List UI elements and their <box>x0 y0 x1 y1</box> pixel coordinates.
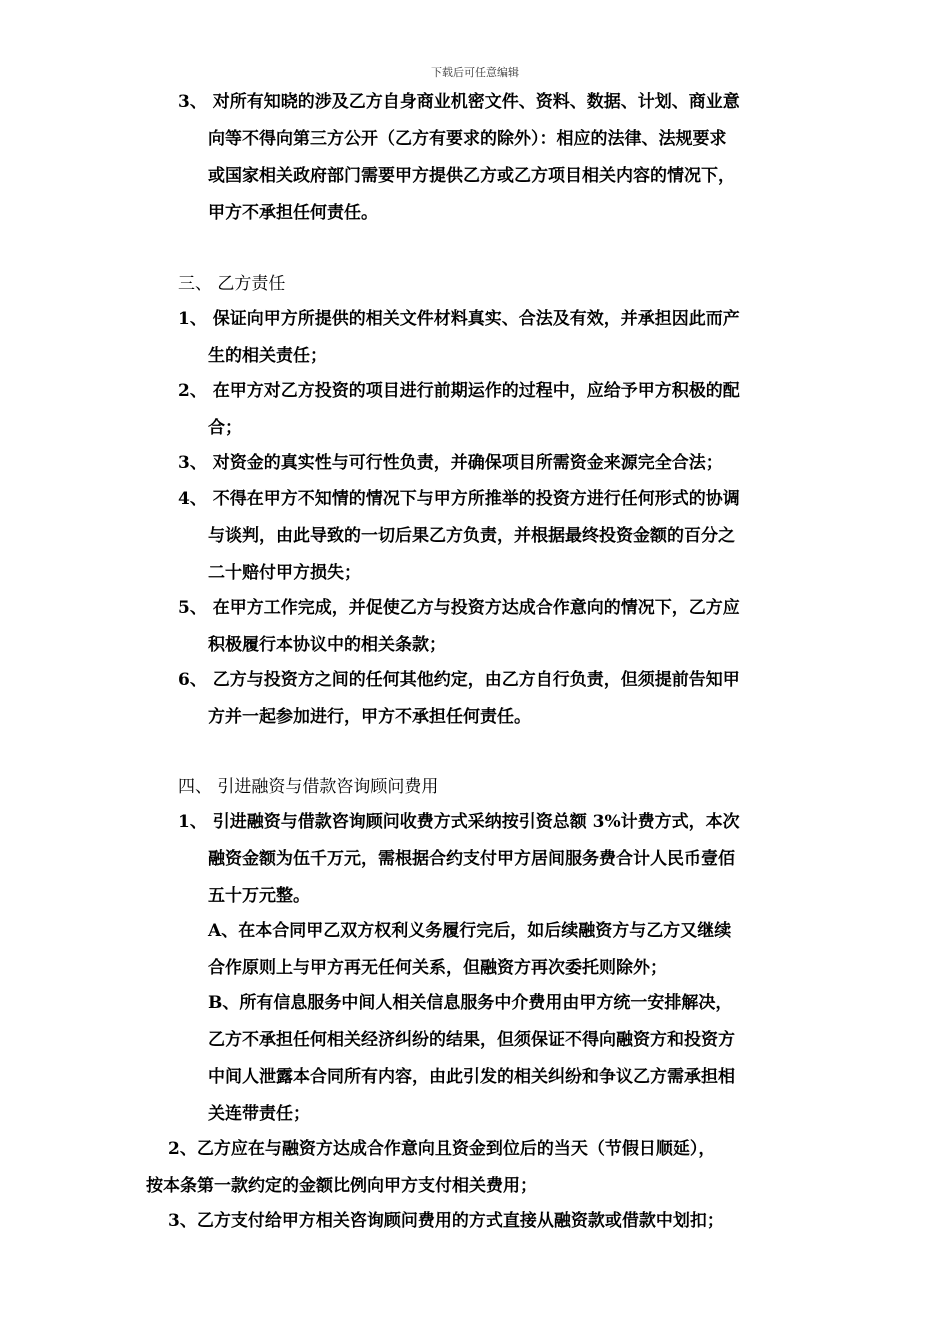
text-line: 方并一起参加进行，甲方不承担任何责任。 <box>208 707 531 727</box>
text-line: 甲方不承担任何责任。 <box>208 203 378 223</box>
page-header: 下载后可任意编辑 <box>431 66 519 79</box>
text-line: 乙方不承担任何相关经济纠纷的结果，但须保证不得向融资方和投资方 <box>208 1030 735 1050</box>
text-line: 或国家相关政府部门需要甲方提供乙方或乙方项目相关内容的情况下， <box>208 166 735 186</box>
text-line: 关连带责任； <box>208 1104 310 1124</box>
text-line: 6、 乙方与投资方之间的任何其他约定，由乙方自行负责，但须提前告知甲 <box>178 670 740 690</box>
text-line: 积极履行本协议中的相关条款； <box>208 635 446 655</box>
text-line: 生的相关责任； <box>208 346 327 366</box>
text-line: 合； <box>208 418 242 438</box>
text-line: A、在本合同甲乙双方权利义务履行完后，如后续融资方与乙方又继续 <box>208 921 732 941</box>
text-line: 5、 在甲方工作完成，并促使乙方与投资方达成合作意向的情况下，乙方应 <box>178 598 740 618</box>
text-line: 2、 在甲方对乙方投资的项目进行前期运作的过程中，应给予甲方积极的配 <box>178 381 740 401</box>
text-line: 3、 对所有知晓的涉及乙方自身商业机密文件、资料、数据、计划、商业意 <box>178 92 740 112</box>
text-line: 1、 保证向甲方所提供的相关文件材料真实、合法及有效，并承担因此而产 <box>178 309 740 329</box>
text-line: 融资金额为伍千万元，需根据合约支付甲方居间服务费合计人民币壹佰 <box>208 849 735 869</box>
text-line: 4、 不得在甲方不知情的情况下与甲方所推举的投资方进行任何形式的协调 <box>178 489 740 509</box>
text-line: 1、 引进融资与借款咨询顾问收费方式采纳按引资总额 3%计费方式，本次 <box>178 812 740 832</box>
text-line: 2、乙方应在与融资方达成合作意向且资金到位后的当天（节假日顺延）， <box>168 1139 716 1159</box>
text-line: 3、乙方支付给甲方相关咨询顾问费用的方式直接从融资款或借款中划扣； <box>168 1211 724 1231</box>
text-line: 四、 引进融资与借款咨询顾问费用 <box>178 777 439 797</box>
text-line: 三、 乙方责任 <box>178 274 286 294</box>
text-line: 五十万元整。 <box>208 886 310 906</box>
text-line: 与谈判，由此导致的一切后果乙方负责，并根据最终投资金额的百分之 <box>208 526 735 546</box>
text-line: 中间人泄露本合同所有内容，由此引发的相关纠纷和争议乙方需承担相 <box>208 1067 735 1087</box>
text-line: 二十赔付甲方损失； <box>208 563 361 583</box>
text-line: 向等不得向第三方公开（乙方有要求的除外）：相应的法律、法规要求 <box>208 129 727 149</box>
text-line: B、所有信息服务中间人相关信息服务中介费用由甲方统一安排解决， <box>208 993 733 1013</box>
text-line: 合作原则上与甲方再无任何关系，但融资方再次委托则除外； <box>208 958 667 978</box>
text-line: 按本条第一款约定的金额比例向甲方支付相关费用； <box>146 1176 537 1196</box>
text-line: 3、 对资金的真实性与可行性负责，并确保项目所需资金来源完全合法； <box>178 453 723 473</box>
